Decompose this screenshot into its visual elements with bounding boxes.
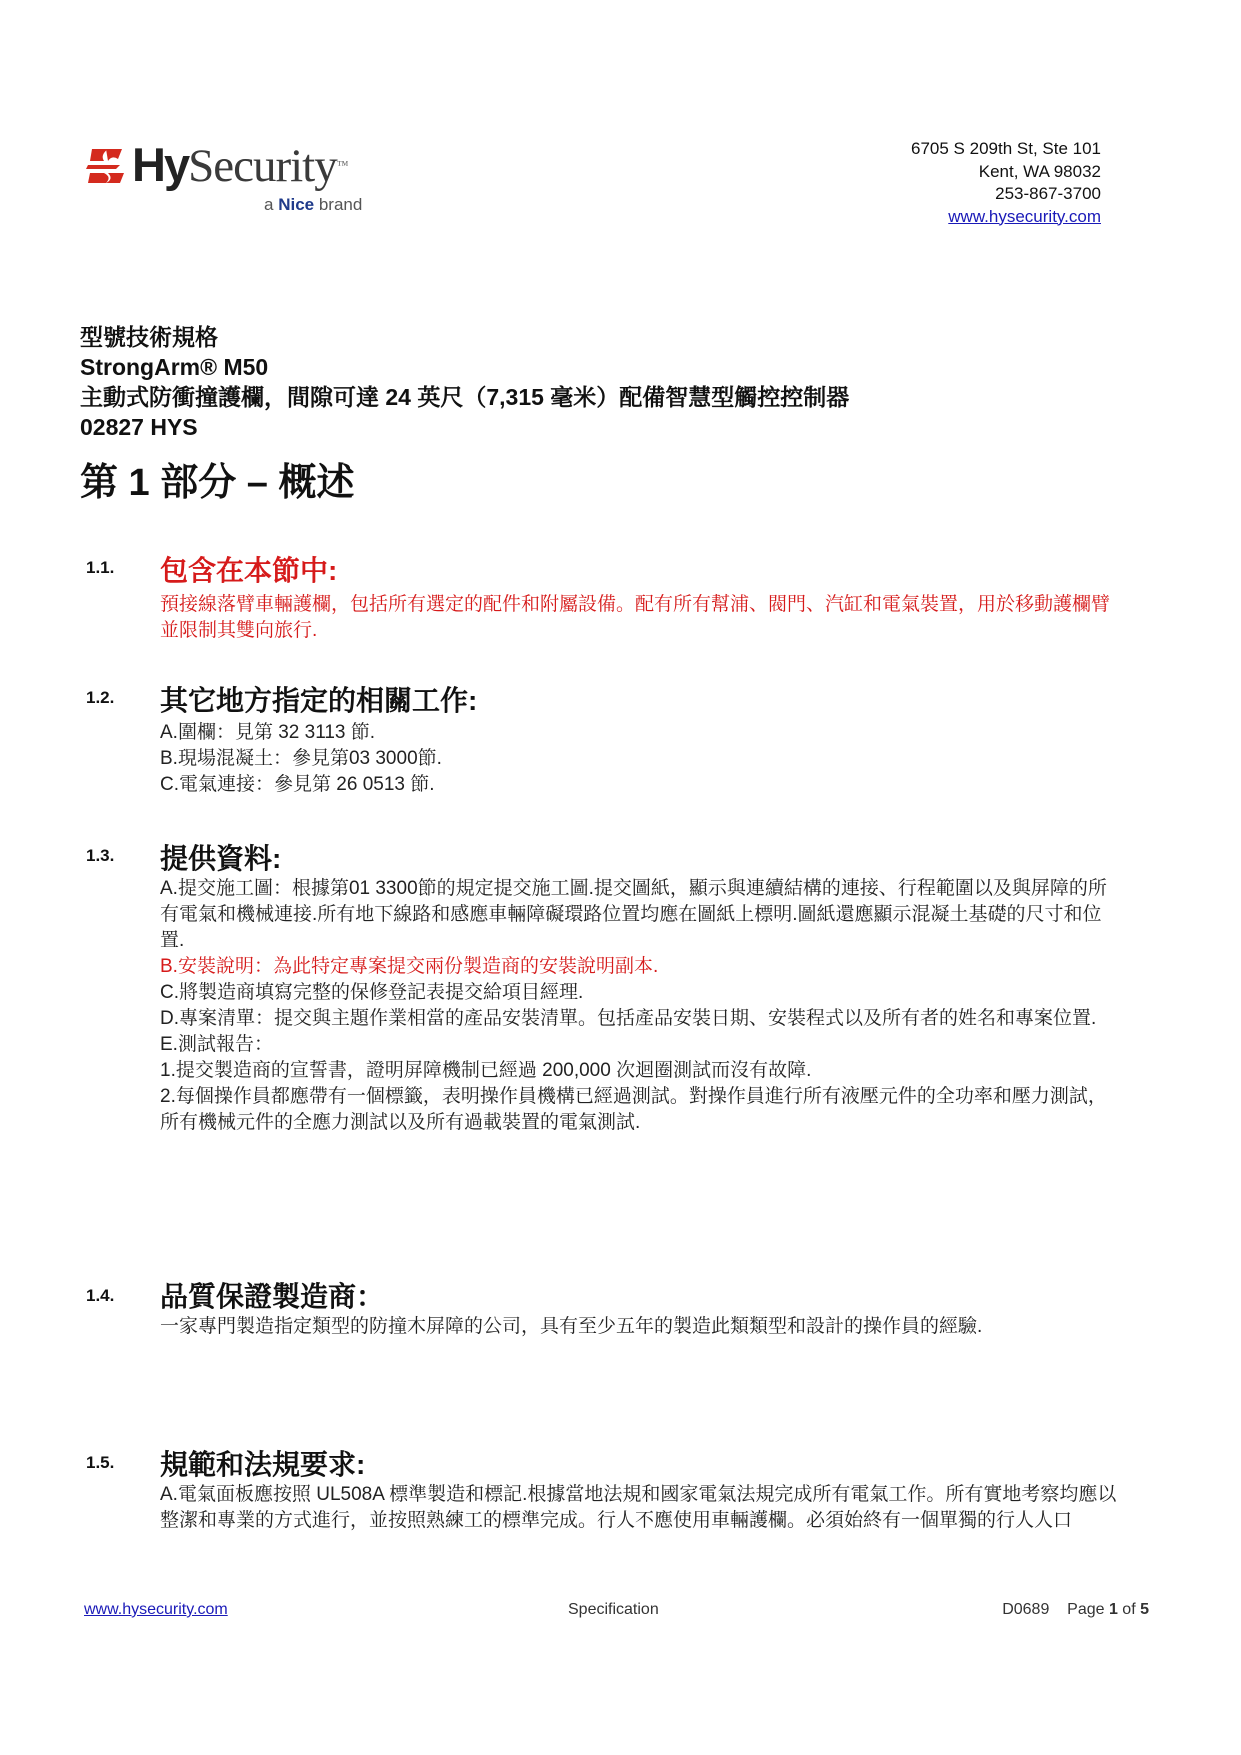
section-line: A.圍欄：見第 32 3113 節. [160,722,376,743]
section-line: A.電氣面板應按照 UL508A 標準製造和標記.根據當地法規和國家電氣法規完成所有電氣工作。所有實地考察均應以整潔和專業的方式進行，並按照熟練工的標準完成。行人不應使用車輛護欄。必須始終有一個單獨的行人人口 [160,1484,1117,1531]
section-number: 1.5. [86,1453,115,1472]
logo-wordmark: HySecurity™ [132,138,348,192]
section-heading: 其它地方指定的相關工作: [160,685,478,716]
section-line: D.專案清單：提交與主題作業相當的產品安裝清單。包括產品安裝日期、安裝程式以及所有者的姓名和專案位置. [160,1008,1097,1029]
section-line: 預接線落臂車輛護欄，包括所有選定的配件和附屬設備。配有所有幫浦、閥門、汽缸和電氣裝置，用於移動護欄臂並限制其雙向旅行. [160,594,1111,641]
section-number: 1.1. [86,558,115,577]
address-street: 6705 S 209th St, Ste 101 [911,139,1101,158]
section-line: C.將製造商填寫完整的保修登記表提交給項目經理. [160,982,584,1003]
section-line: E.測試報告： [160,1034,273,1055]
footer-website-link[interactable]: www.hysecurity.com [84,1601,228,1618]
page-current: 1 [1108,1601,1118,1618]
section-number: 1.3. [86,846,115,865]
title-line-1: 型號技術規格 [80,324,218,350]
section-body [160,592,1120,644]
section-body [160,1314,1120,1340]
footer-center: Specification [568,1601,659,1618]
section-line: 一家專門製造指定類型的防撞木屏障的公司，具有至少五年的製造此類類型和設計的操作員的經驗. [160,1316,983,1337]
part-heading: 第 1 部分 – 概述 [80,462,355,504]
title-product: StrongArm® M50 [80,354,269,380]
section-line: B.安裝說明：為此特定專案提交兩份製造商的安裝說明副本. [160,956,659,977]
website-link[interactable]: www.hysecurity.com [948,206,1101,226]
section-number: 1.2. [86,688,115,707]
footer-website [84,1601,228,1619]
title-code: 02827 HYS [80,414,198,440]
section-body [160,720,1120,798]
document-title [80,322,849,442]
title-description: 主動式防衝撞護欄，間隙可達 24 英尺（7,315 毫米）配備智慧型觸控控制器 [80,384,850,410]
section-number: 1.4. [86,1286,115,1305]
section-line: 2.每個操作員都應帶有一個標籤，表明操作員機構已經過測試。對操作員進行所有液壓元件的全功率和壓力測試，所有機械元件的全應力測試以及所有過載裝置的電氣測試. [160,1086,1107,1133]
section-line: 1.提交製造商的宣誓書，證明屏障機制已經過 200,000 次迴圈測試而沒有故障. [160,1060,812,1081]
company-address [911,138,1101,228]
section-body [160,876,1120,1136]
section-heading: 品質保證製造商： [160,1281,385,1312]
section-body [160,1482,1120,1534]
section-line: A.提交施工圖：根據第01 3300節的規定提交施工圖.提交圖紙，顯示與連續結構的連接、行程範圍以及與屏障的所有電氣和機械連接.所有地下線路和感應車輛障礙環路位置均應在圖紙上標明.圖紙還應顯示混凝土基礎的尺寸和位置. [160,878,1107,951]
section-line: C.電氣連接：參見第 26 0513 節. [160,774,435,795]
page-total: 5 [1140,1601,1149,1618]
section-heading: 提供資料: [160,843,282,874]
address-city: Kent, WA 98032 [978,161,1101,181]
hysecurity-logo-icon [86,145,126,185]
footer-page-info: D0689 Page 1 of 5 [1002,1601,1149,1618]
section-line: B.現場混凝土：參見第03 3000節. [160,748,442,769]
address-phone: 253-867-3700 [995,184,1101,203]
doc-id: D0689 [1002,1601,1050,1618]
section-heading: 規範和法規要求: [160,1449,366,1480]
logo-tagline: a Nice brand [264,195,363,214]
hysecurity-logo [86,140,386,220]
section-heading: 包含在本節中: [160,555,338,586]
